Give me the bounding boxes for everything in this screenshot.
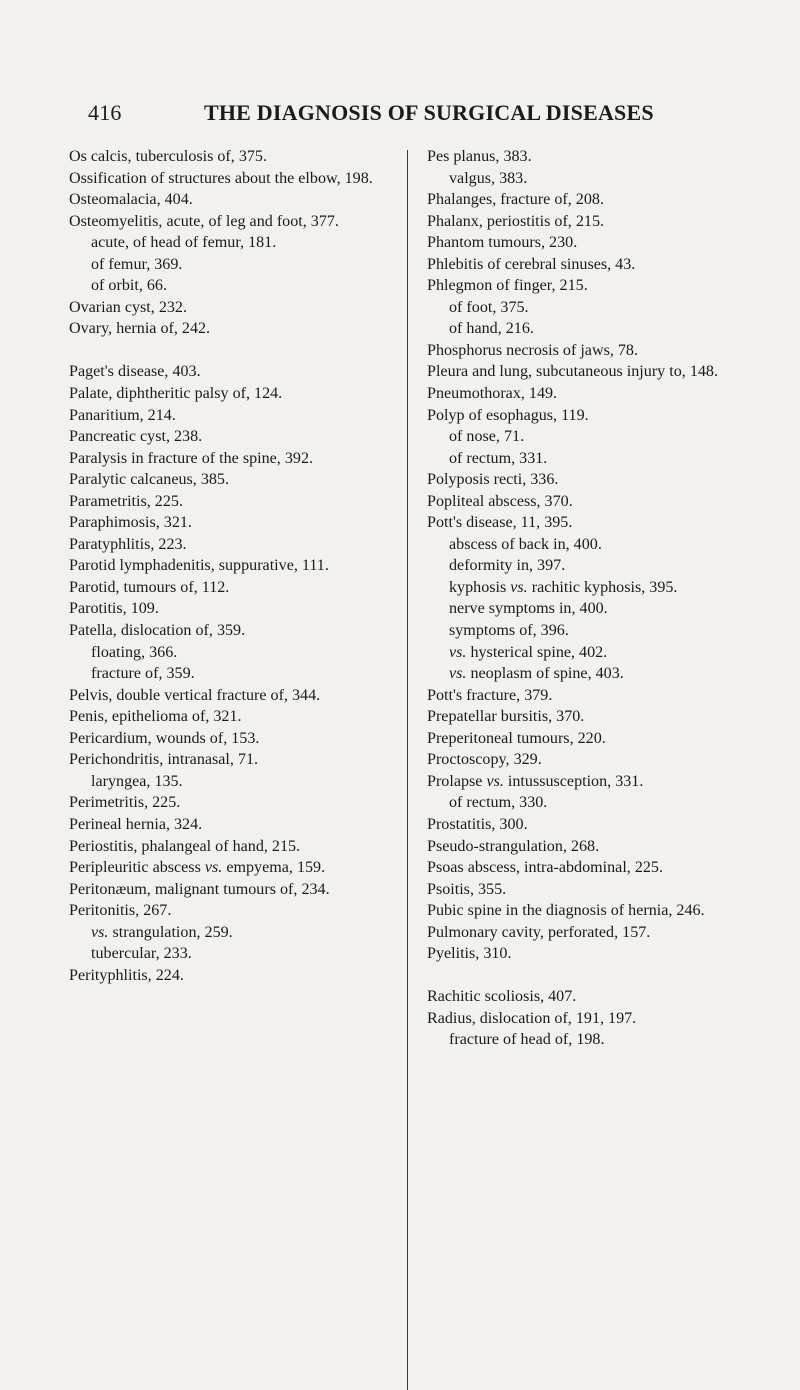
page-number: 416 — [88, 100, 122, 125]
index-entry: Osteomalacia, 404. — [69, 191, 193, 209]
index-entry: Paratyphlitis, 223. — [69, 535, 187, 553]
index-entry: Phalanges, fracture of, 208. — [427, 191, 604, 209]
index-column-right — [427, 146, 745, 1051]
index-subentry: deformity in, 397. — [449, 557, 566, 575]
index-entry: Pleura and lung, subcutaneous injury to, 148. — [427, 363, 718, 381]
index-entry: Perichondritis, intranasal, 71. — [69, 751, 259, 769]
index-entry: Popliteal abscess, 370. — [427, 492, 573, 510]
index-entry: Parotitis, 109. — [69, 600, 159, 618]
index-entry: Peritonitis, 267. — [69, 902, 172, 920]
index-entry: Psoitis, 355. — [427, 880, 507, 898]
index-entry: Phalanx, periostitis of, 215. — [427, 212, 605, 230]
index-entry: Peripleuritic abscess vs. empyema, 159. — [69, 859, 326, 877]
index-subentry: abscess of back in, 400. — [449, 535, 602, 553]
index-entry: Peritonæum, malignant tumours of, 234. — [69, 880, 330, 898]
index-entry: Prolapse vs. intussusception, 331. — [427, 772, 644, 790]
index-subentry: tubercular, 233. — [91, 945, 192, 963]
index-entry: Prepatellar bursitis, 370. — [427, 708, 585, 726]
index-entry: Rachitic scoliosis, 407. — [427, 988, 577, 1006]
index-entry: Phlebitis of cerebral sinuses, 43. — [427, 255, 636, 273]
index-entry: Pott's disease, 11, 395. — [427, 514, 573, 532]
index-entry: Pes planus, 383. — [427, 148, 532, 165]
index-entry: Palate, diphtheritic palsy of, 124. — [69, 385, 283, 403]
section-gap — [69, 340, 387, 362]
index-subentry: of orbit, 66. — [91, 277, 167, 295]
index-subentry: of femur, 369. — [91, 255, 183, 273]
index-entry: Penis, epithelioma of, 321. — [69, 708, 242, 726]
running-title: THE DIAGNOSIS OF SURGICAL DISEASES — [204, 100, 654, 125]
index-subentry: acute, of head of femur, 181. — [91, 234, 277, 252]
index-subentry: fracture of, 359. — [91, 665, 195, 683]
index-subentry: of hand, 216. — [449, 320, 534, 338]
index-column-left — [69, 146, 387, 986]
index-entry: Panaritium, 214. — [69, 406, 176, 424]
index-subentry: vs. neoplasm of spine, 403. — [449, 665, 624, 683]
column-divider — [407, 150, 408, 1390]
index-entry: Proctoscopy, 329. — [427, 751, 542, 769]
index-entry: Perityphlitis, 224. — [69, 966, 184, 984]
index-subentry: of foot, 375. — [449, 298, 529, 316]
index-entry: Periostitis, phalangeal of hand, 215. — [69, 837, 301, 855]
index-subentry: vs. hysterical spine, 402. — [449, 643, 608, 661]
index-subentry: laryngea, 135. — [91, 772, 183, 790]
index-subentry: symptoms of, 396. — [449, 622, 569, 640]
index-entry: Parametritis, 225. — [69, 492, 183, 510]
index-entry: Osteomyelitis, acute, of leg and foot, 377. — [69, 212, 339, 230]
index-entry: Ovarian cyst, 232. — [69, 298, 187, 316]
index-entry: Paraphimosis, 321. — [69, 514, 192, 532]
section-gap — [427, 965, 745, 987]
index-entry: Phantom tumours, 230. — [427, 234, 578, 252]
index-subentry: of rectum, 330. — [449, 794, 548, 812]
index-entry: Pneumothorax, 149. — [427, 385, 558, 403]
index-subentry: vs. strangulation, 259. — [91, 923, 233, 941]
index-entry: Pancreatic cyst, 238. — [69, 428, 203, 446]
index-entry: Paralytic calcaneus, 385. — [69, 471, 229, 489]
index-entry: Pelvis, double vertical fracture of, 344. — [69, 686, 321, 704]
index-entry: Polyp of esophagus, 119. — [427, 406, 589, 424]
index-subentry: of nose, 71. — [449, 428, 525, 446]
index-entry: Paget's disease, 403. — [69, 363, 201, 381]
index-entry: Phlegmon of finger, 215. — [427, 277, 588, 295]
index-subentry: floating, 366. — [91, 643, 178, 661]
index-entry: Parotid lymphadenitis, suppurative, 111. — [69, 557, 329, 575]
index-entry: Radius, dislocation of, 191, 197. — [427, 1009, 637, 1027]
index-entry: Pulmonary cavity, perforated, 157. — [427, 923, 651, 941]
index-entry: Preperitoneal tumours, 220. — [427, 729, 606, 747]
index-entry: Ovary, hernia of, 242. — [69, 320, 211, 338]
index-entry: Patella, dislocation of, 359. — [69, 622, 246, 640]
index-subentry: nerve symptoms in, 400. — [449, 600, 608, 618]
index-entry: Parotid, tumours of, 112. — [69, 578, 230, 596]
index-entry: Pseudo-strangulation, 268. — [427, 837, 600, 855]
index-entry: Paralysis in fracture of the spine, 392. — [69, 449, 314, 467]
index-entry: Polyposis recti, 336. — [427, 471, 559, 489]
index-subentry: kyphosis vs. rachitic kyphosis, 395. — [449, 578, 678, 596]
index-entry: Pubic spine in the diagnosis of hernia, 246. — [427, 902, 705, 920]
index-entry: Os calcis, tuberculosis of, 375. — [69, 148, 268, 165]
index-subentry: of rectum, 331. — [449, 449, 548, 467]
index-entry: Pott's fracture, 379. — [427, 686, 553, 704]
index-entry: Phosphorus necrosis of jaws, 78. — [427, 341, 638, 359]
index-subentry: valgus, 383. — [449, 169, 528, 187]
index-entry: Perimetritis, 225. — [69, 794, 181, 812]
index-entry: Psoas abscess, intra-abdominal, 225. — [427, 859, 663, 877]
index-entry: Ossification of structures about the elbow, 198. — [69, 169, 373, 187]
index-entry: Perineal hernia, 324. — [69, 815, 203, 833]
index-entry: Prostatitis, 300. — [427, 815, 528, 833]
index-subentry: fracture of head of, 198. — [449, 1031, 605, 1049]
index-entry: Pericardium, wounds of, 153. — [69, 729, 260, 747]
index-entry: Pyelitis, 310. — [427, 945, 512, 963]
